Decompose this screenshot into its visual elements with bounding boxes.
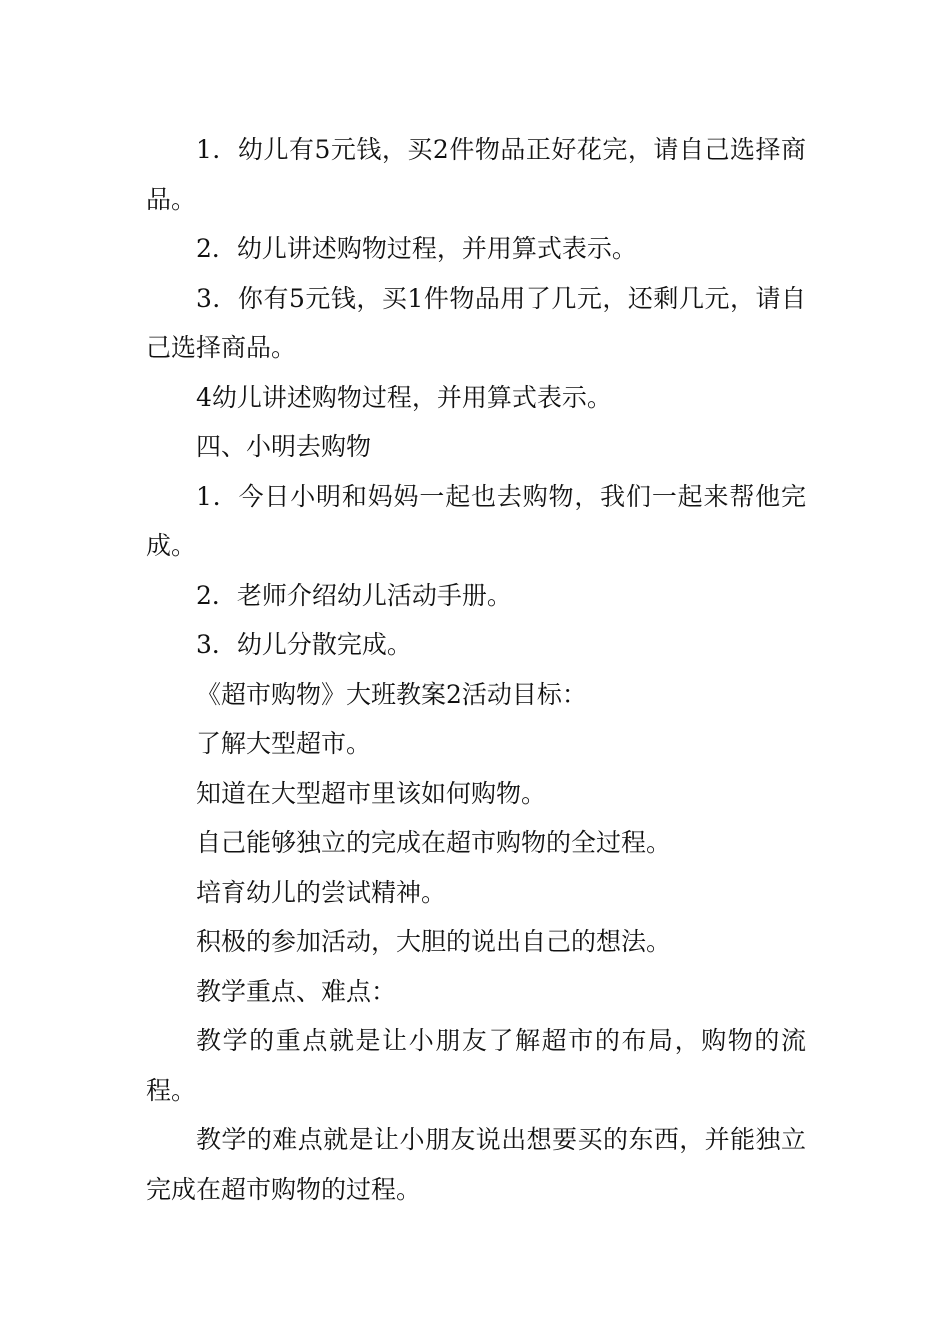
section-heading: 四、小明去购物 <box>196 432 372 461</box>
paragraph: 4幼儿讲述购物过程，并用算式表示。 <box>196 382 612 412</box>
goal-item: 知道在大型超市里该如何购物。 <box>196 778 547 808</box>
paragraph: 2．幼儿讲述购物过程，并用算式表示。 <box>196 234 637 263</box>
document-page <box>146 125 806 1214</box>
paragraph: 3．你有5元钱，买1件物品用了几元，还剩几元，请自己选择商品。 <box>146 283 806 362</box>
paragraph: 教学的重点就是让小朋友了解超市的布局，购物的流程。 <box>146 1026 806 1105</box>
paragraph: 2．老师介绍幼儿活动手册。 <box>196 580 512 610</box>
paragraph: 教学的难点就是让小朋友说出想要买的东西，并能独立完成在超市购物的过程。 <box>146 1125 806 1204</box>
goal-item: 积极的参加活动，大胆的说出自己的想法。 <box>196 927 672 956</box>
goal-item: 自己能够独立的完成在超市购物的全过程。 <box>196 828 672 857</box>
goal-item: 了解大型超市。 <box>196 729 372 758</box>
paragraph: 1．幼儿有5元钱，买2件物品正好花完，请自己选择商品。 <box>146 135 806 214</box>
paragraph: 3．幼儿分散完成。 <box>196 630 412 659</box>
goal-item: 培育幼儿的尝试精神。 <box>196 877 447 907</box>
lesson-title: 《超市购物》大班教案2活动目标： <box>196 679 587 709</box>
paragraph: 1．今日小明和妈妈一起也去购物，我们一起来帮他完成。 <box>146 481 806 560</box>
section-heading: 教学重点、难点： <box>196 976 397 1006</box>
